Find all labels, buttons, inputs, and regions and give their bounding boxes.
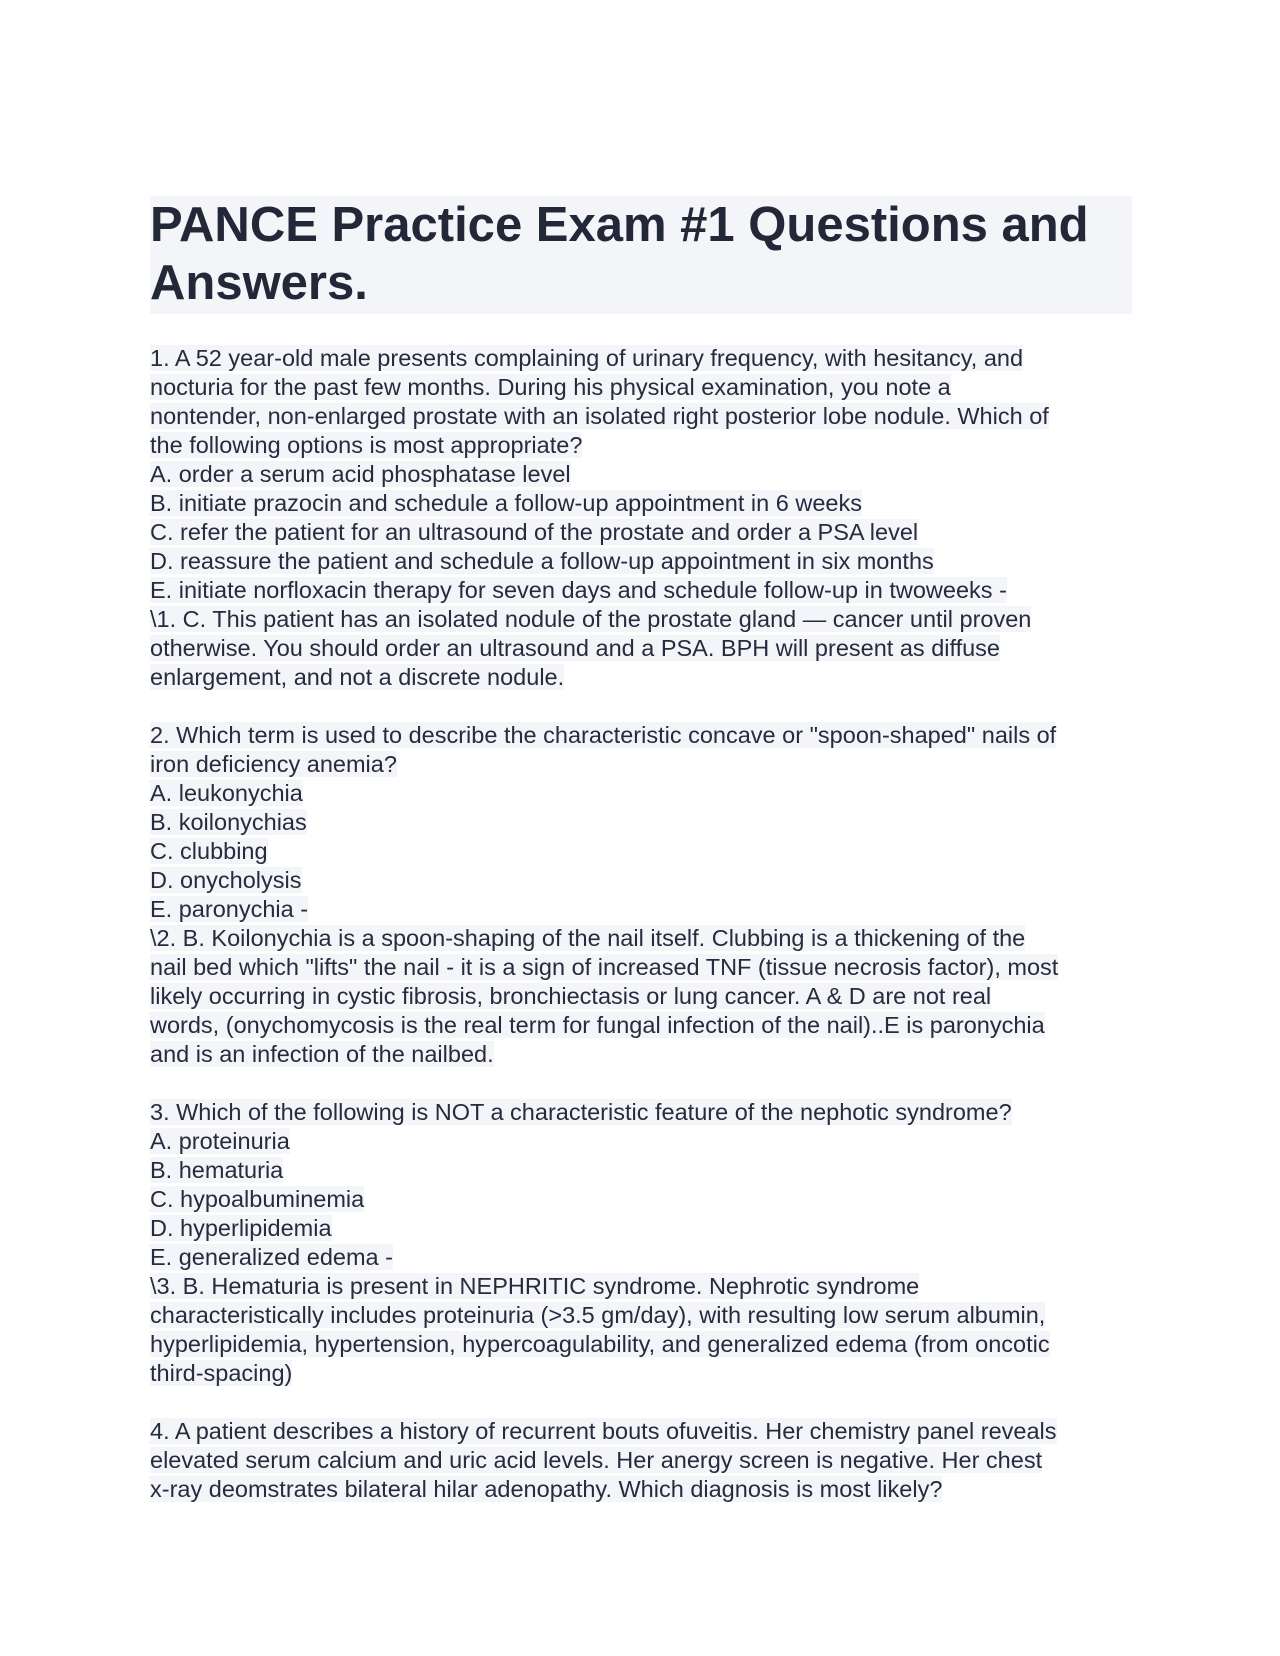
text-line [150,1330,1132,1359]
text-line-content: and is an infection of the nailbed. [150,1041,494,1067]
text-line [150,779,1132,808]
text-line [150,837,1132,866]
text-line [150,576,1132,605]
text-line-content: characteristically includes proteinuria (>3.5 gm/day), with resulting low serum albumin, [150,1302,1046,1328]
text-line [150,402,1132,431]
paragraph-gap [150,1388,1132,1417]
document-page [150,196,1132,1504]
text-line-content: nontender, non-enlarged prostate with an isolated right posterior lobe nodule. Which of [150,403,1049,429]
text-line [150,1243,1132,1272]
text-line [150,1446,1132,1475]
text-line [150,1185,1132,1214]
text-line-content: A. leukonychia [150,780,303,806]
text-line-content: elevated serum calcium and uric acid levels. Her anergy screen is negative. Her chest [150,1447,1043,1473]
text-line-content: C. clubbing [150,838,268,864]
text-line-content: \2. B. Koilonychia is a spoon-shaping of the nail itself. Clubbing is a thickening of the [150,925,1026,951]
document-title: PANCE Practice Exam #1 Questions and Answers. [150,196,1132,314]
text-line-content: nocturia for the past few months. During his physical examination, you note a [150,374,951,400]
text-line-content: enlargement, and not a discrete nodule. [150,664,565,690]
text-line-content: likely occurring in cystic fibrosis, bronchiectasis or lung cancer. A & D are not real [150,983,992,1009]
text-line-content: 3. Which of the following is NOT a characteristic feature of the nephotic syndrome? [150,1099,1012,1125]
text-line-content: A. order a serum acid phosphatase level [150,461,571,487]
question-block [150,1417,1132,1504]
text-line-content: words, (onychomycosis is the real term for fungal infection of the nail)..E is paronychia [150,1012,1045,1038]
text-line-content: the following options is most appropriate? [150,432,583,458]
text-line [150,1011,1132,1040]
text-line [150,634,1132,663]
text-line-content: 4. A patient describes a history of recurrent bouts ofuveitis. Her chemistry panel reveals [150,1418,1057,1444]
text-line-content: 1. A 52 year-old male presents complaining of urinary frequency, with hesitancy, and [150,345,1024,371]
question-block [150,721,1132,1069]
text-line [150,1040,1132,1069]
text-line [150,344,1132,373]
text-line-content: x-ray deomstrates bilateral hilar adenopathy. Which diagnosis is most likely? [150,1476,943,1502]
text-line-content: E. initiate norfloxacin therapy for seven days and schedule follow-up in twoweeks - [150,577,1007,603]
text-line-content: B. hematuria [150,1157,284,1183]
text-line [150,663,1132,692]
text-line [150,953,1132,982]
text-line [150,1301,1132,1330]
text-line [150,982,1132,1011]
text-line-content: D. reassure the patient and schedule a follow-up appointment in six months [150,548,934,574]
text-line [150,808,1132,837]
text-line-content: 2. Which term is used to describe the characteristic concave or "spoon-shaped" nails of [150,722,1057,748]
text-line [150,1098,1132,1127]
text-line [150,1214,1132,1243]
text-line [150,605,1132,634]
text-line-content: E. paronychia - [150,896,309,922]
text-line [150,924,1132,953]
text-line-content: third-spacing) [150,1360,293,1386]
text-line-content: hyperlipidemia, hypertension, hypercoagulability, and generalized edema (from oncotic [150,1331,1050,1357]
text-line [150,1272,1132,1301]
text-line [150,1127,1132,1156]
paragraph-gap [150,692,1132,721]
text-line [150,1156,1132,1185]
text-line [150,866,1132,895]
text-line-content: A. proteinuria [150,1128,290,1154]
text-line-content: B. koilonychias [150,809,307,835]
text-line [150,373,1132,402]
text-line [150,1417,1132,1446]
text-line-content: nail bed which "lifts" the nail - it is a sign of increased TNF (tissue necrosis factor), most [150,954,1059,980]
text-line [150,547,1132,576]
text-line [150,489,1132,518]
text-line [150,1475,1132,1504]
text-line [150,721,1132,750]
text-line-content: B. initiate prazocin and schedule a follow-up appointment in 6 weeks [150,490,862,516]
text-line [150,431,1132,460]
text-line [150,895,1132,924]
text-line-content: \3. B. Hematuria is present in NEPHRITIC syndrome. Nephrotic syndrome [150,1273,920,1299]
paragraph-gap [150,1069,1132,1098]
text-line-content: iron deficiency anemia? [150,751,397,777]
document-body [150,344,1132,1504]
text-line [150,518,1132,547]
text-line [150,750,1132,779]
question-block [150,344,1132,692]
text-line-content: otherwise. You should order an ultrasound and a PSA. BPH will present as diffuse [150,635,1001,661]
question-block [150,1098,1132,1388]
text-line-content: \1. C. This patient has an isolated nodule of the prostate gland — cancer until proven [150,606,1032,632]
text-line [150,460,1132,489]
text-line-content: C. refer the patient for an ultrasound of the prostate and order a PSA level [150,519,919,545]
text-line-content: C. hypoalbuminemia [150,1186,365,1212]
text-line-content: E. generalized edema - [150,1244,393,1270]
text-line-content: D. hyperlipidemia [150,1215,332,1241]
text-line [150,1359,1132,1388]
text-line-content: D. onycholysis [150,867,302,893]
